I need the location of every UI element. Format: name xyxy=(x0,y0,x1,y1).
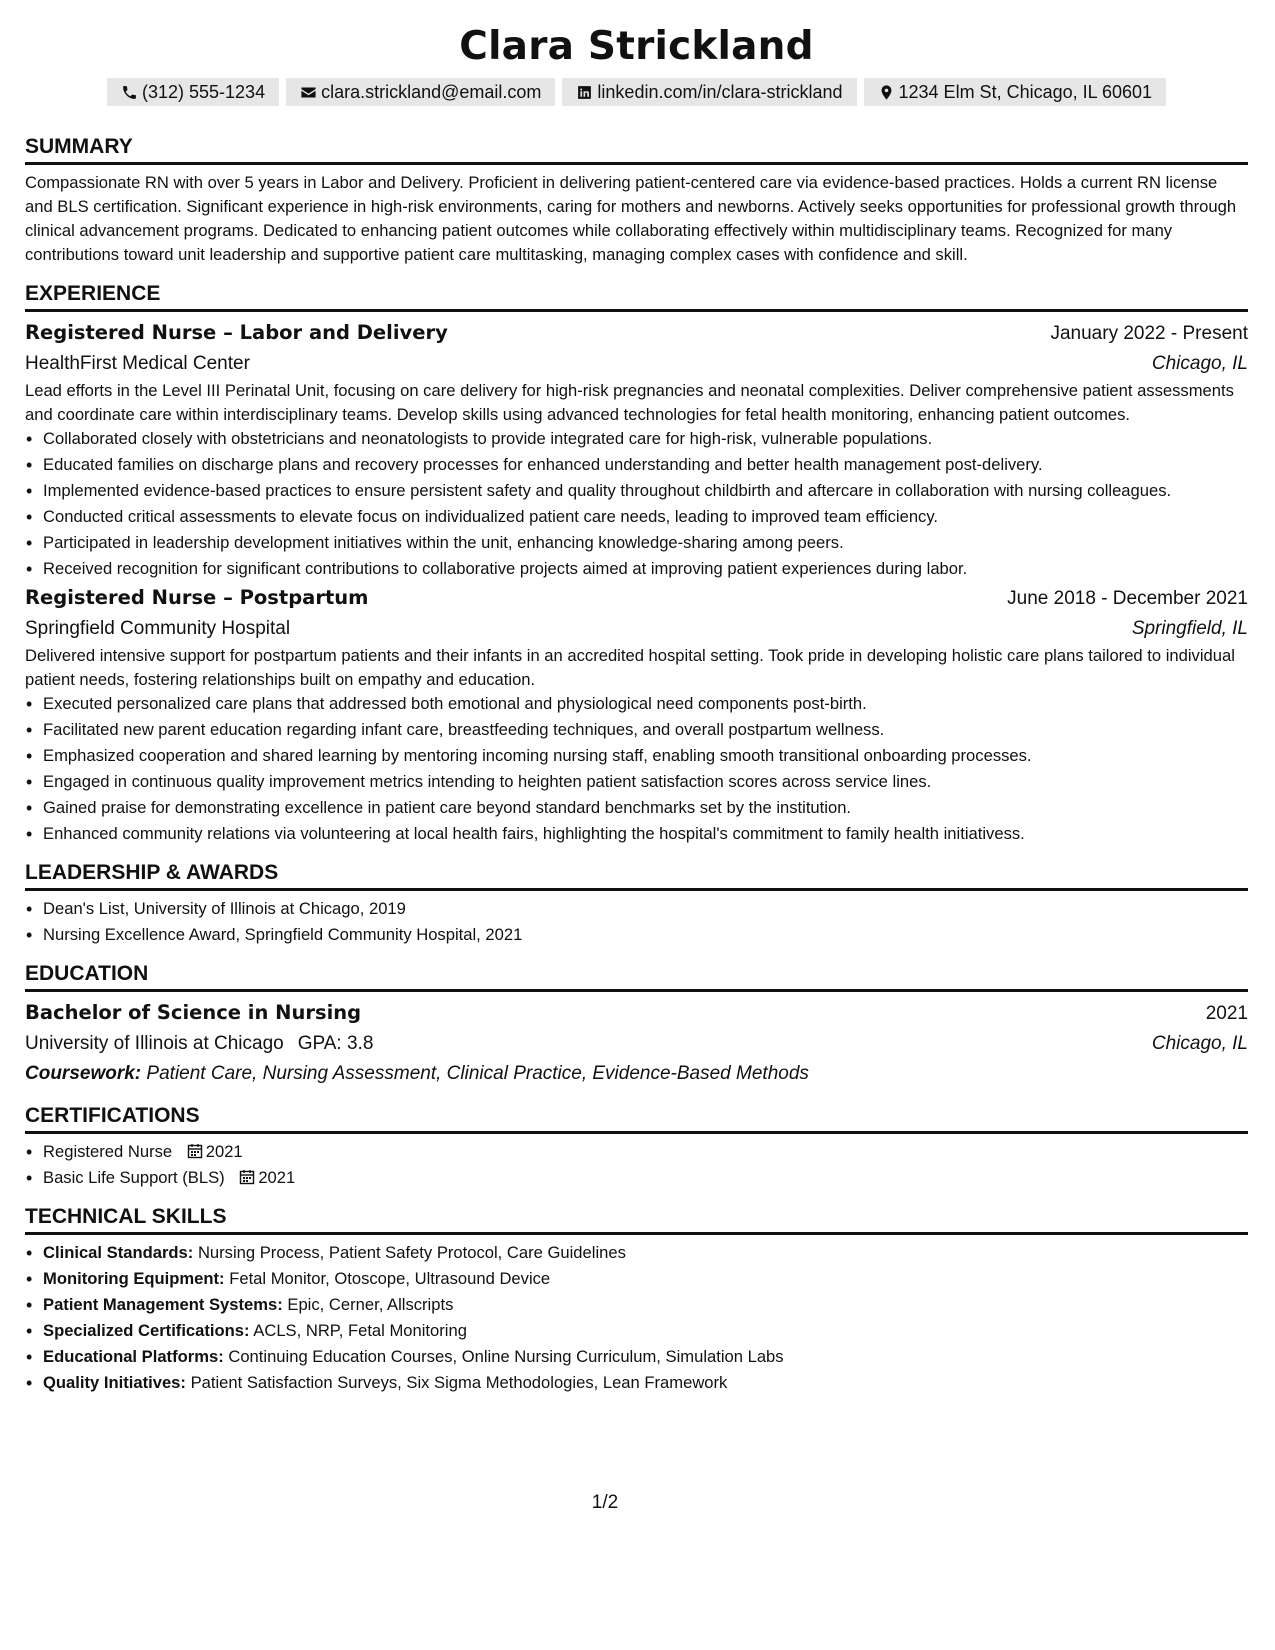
skill-value: Patient Satisfaction Surveys, Six Sigma Methodologies, Lean Framework xyxy=(190,1373,728,1392)
job-employer: Springfield Community Hospital xyxy=(25,618,291,639)
list-item xyxy=(43,1140,1248,1164)
contact-email[interactable] xyxy=(286,78,555,106)
list-item xyxy=(43,1345,1248,1369)
job-entry xyxy=(25,583,1248,846)
skills-section xyxy=(25,1204,1248,1395)
email-text: clara.strickland@email.com xyxy=(321,82,542,102)
address-text: 1234 Elm St, Chicago, IL 60601 xyxy=(898,82,1153,102)
list-item: • Gained praise for demonstrating excellence in patient care beyond standard benchmarks set by the institution. xyxy=(43,796,1248,820)
skill-label: Quality Initiatives: xyxy=(43,1373,186,1392)
list-item: • Implemented evidence-based practices to ensure persistent safety and quality throughout childbirth and aftercare in collaboration with nursing colleagues. xyxy=(43,479,1248,503)
graduation-year: 2021 xyxy=(1205,1003,1248,1024)
job-bullets xyxy=(25,692,1248,846)
coursework-label: Coursework: xyxy=(25,1063,142,1084)
candidate-name: Clara Strickland xyxy=(459,24,814,69)
list-item: • Dean's List, University of Illinois at Chicago, 2019 xyxy=(43,897,1248,921)
phone-text: (312) 555-1234 xyxy=(141,82,266,102)
list-item xyxy=(43,1319,1248,1343)
skill-value: Epic, Cerner, Allscripts xyxy=(287,1295,454,1314)
job-bullets xyxy=(25,427,1248,581)
job-title: Registered Nurse – Postpartum xyxy=(25,586,369,609)
awards-section xyxy=(25,860,1248,947)
calendar-icon xyxy=(239,1168,255,1184)
list-item: • Educated families on discharge plans and recovery processes for enhanced understanding and better health management post-delivery. xyxy=(43,453,1248,477)
calendar-icon xyxy=(187,1142,203,1158)
degree-title: Bachelor of Science in Nursing xyxy=(25,1001,362,1024)
contact-linkedin[interactable] xyxy=(562,78,856,106)
list-item xyxy=(43,1267,1248,1291)
map-pin-icon xyxy=(878,84,895,101)
job-dates: June 2018 - December 2021 xyxy=(1007,588,1248,609)
linkedin-icon xyxy=(576,84,593,101)
cert-name: Basic Life Support (BLS) xyxy=(43,1168,225,1187)
skills-list xyxy=(25,1241,1248,1395)
skill-value: Continuing Education Courses, Online Nursing Curriculum, Simulation Labs xyxy=(228,1347,784,1366)
list-item: • Engaged in continuous quality improvement metrics intending to heighten patient satisfaction scores across service lines. xyxy=(43,770,1248,794)
certifications-section xyxy=(25,1103,1248,1190)
job-location: Chicago, IL xyxy=(1151,353,1248,374)
coursework-text: Patient Care, Nursing Assessment, Clinical Practice, Evidence-Based Methods xyxy=(146,1063,809,1084)
education-heading: EDUCATION xyxy=(25,961,1248,992)
experience-heading: EXPERIENCE xyxy=(25,281,1248,312)
job-employer: HealthFirst Medical Center xyxy=(25,353,250,374)
linkedin-text: linkedin.com/in/clara-strickland xyxy=(597,82,843,102)
skill-label: Clinical Standards: xyxy=(43,1243,194,1262)
list-item: • Participated in leadership development initiatives within the unit, enhancing knowledge-sharing among peers. xyxy=(43,531,1248,555)
awards-list xyxy=(25,897,1248,947)
skill-label: Specialized Certifications: xyxy=(43,1321,250,1340)
job-title: Registered Nurse – Labor and Delivery xyxy=(25,321,448,344)
skill-label: Patient Management Systems: xyxy=(43,1295,283,1314)
list-item: • Conducted critical assessments to elevate focus on individualized patient care needs, leading to improved team efficiency. xyxy=(43,505,1248,529)
skill-label: Educational Platforms: xyxy=(43,1347,224,1366)
resume-page xyxy=(25,22,1248,1397)
summary-text: Compassionate RN with over 5 years in Labor and Delivery. Proficient in delivering patient-centered care via evidence-based practices. Holds a current RN license and BLS certification. Significant experience in high-risk environments, caring for mothers and newborns. Actively seeks opportunities for professional growth through clinical advancement programs. Dedicated to enhancing patient outcomes while collaborating effectively within multidisciplinary teams. Recognized for many contributions toward unit leadership and supportive patient care multitasking, managing complex cases with confidence and skill. xyxy=(25,173,1237,264)
contact-address[interactable] xyxy=(864,78,1167,106)
phone-icon xyxy=(121,84,138,101)
list-item: • Nursing Excellence Award, Springfield Community Hospital, 2021 xyxy=(43,923,1248,947)
skill-value: Nursing Process, Patient Safety Protocol, Care Guidelines xyxy=(197,1243,626,1262)
list-item xyxy=(43,1241,1248,1265)
skills-heading: TECHNICAL SKILLS xyxy=(25,1204,1248,1235)
awards-heading: LEADERSHIP & AWARDS xyxy=(25,860,1248,891)
list-item xyxy=(43,1166,1248,1190)
list-item: • Collaborated closely with obstetricians and neonatologists to provide integrated care for high-risk, vulnerable populations. xyxy=(43,427,1248,451)
skill-value: Fetal Monitor, Otoscope, Ultrasound Device xyxy=(229,1269,551,1288)
school-name: University of Illinois at Chicago xyxy=(25,1033,284,1054)
list-item xyxy=(43,1293,1248,1317)
job-description: Delivered intensive support for postpartum patients and their infants in an accredited hospital setting. Took pride in developing holistic care plans tailored to individual patient needs, fostering relationships built on empathy and education. xyxy=(25,646,1235,689)
list-item: • Facilitated new parent education regarding infant care, breastfeeding techniques, and overall postpartum wellness. xyxy=(43,718,1248,742)
skill-label: Monitoring Equipment: xyxy=(43,1269,225,1288)
envelope-icon xyxy=(300,84,317,101)
list-item: • Received recognition for significant contributions to collaborative projects aimed at improving patient experiences during labor. xyxy=(43,557,1248,581)
school-location: Chicago, IL xyxy=(1151,1033,1248,1054)
skill-value: ACLS, NRP, Fetal Monitoring xyxy=(253,1321,467,1340)
education-section xyxy=(25,961,1248,1089)
coursework-line xyxy=(25,1059,1248,1089)
job-entry xyxy=(25,318,1248,581)
job-dates: January 2022 - Present xyxy=(1050,323,1248,344)
summary-heading: SUMMARY xyxy=(25,134,1248,165)
cert-name: Registered Nurse xyxy=(43,1142,173,1161)
experience-section xyxy=(25,281,1248,846)
page-number: 1/2 xyxy=(591,1492,619,1513)
job-location: Springfield, IL xyxy=(1131,618,1248,639)
list-item: • Emphasized cooperation and shared learning by mentoring incoming nursing staff, enabling smooth transitional onboarding processes. xyxy=(43,744,1248,768)
contact-bar xyxy=(25,78,1248,106)
contact-phone[interactable] xyxy=(107,78,279,106)
list-item: • Enhanced community relations via volunteering at local health fairs, highlighting the hospital's commitment to family health initiativess. xyxy=(43,822,1248,846)
job-description: Lead efforts in the Level III Perinatal Unit, focusing on care delivery for high-risk pregnancies and neonatal complexities. Deliver comprehensive patient assessments and coordinate care within interdisciplinary teams. Develop skills using advanced technologies for fetal health monitoring, enhancing patient outcomes. xyxy=(25,381,1234,424)
certifications-list xyxy=(25,1140,1248,1190)
gpa-value: GPA: 3.8 xyxy=(297,1033,374,1054)
list-item xyxy=(43,1371,1248,1395)
cert-year: 2021 xyxy=(258,1168,296,1187)
certifications-heading: CERTIFICATIONS xyxy=(25,1103,1248,1134)
summary-section xyxy=(25,134,1248,267)
cert-year: 2021 xyxy=(205,1142,243,1161)
list-item: • Executed personalized care plans that addressed both emotional and physiological need components post-birth. xyxy=(43,692,1248,716)
